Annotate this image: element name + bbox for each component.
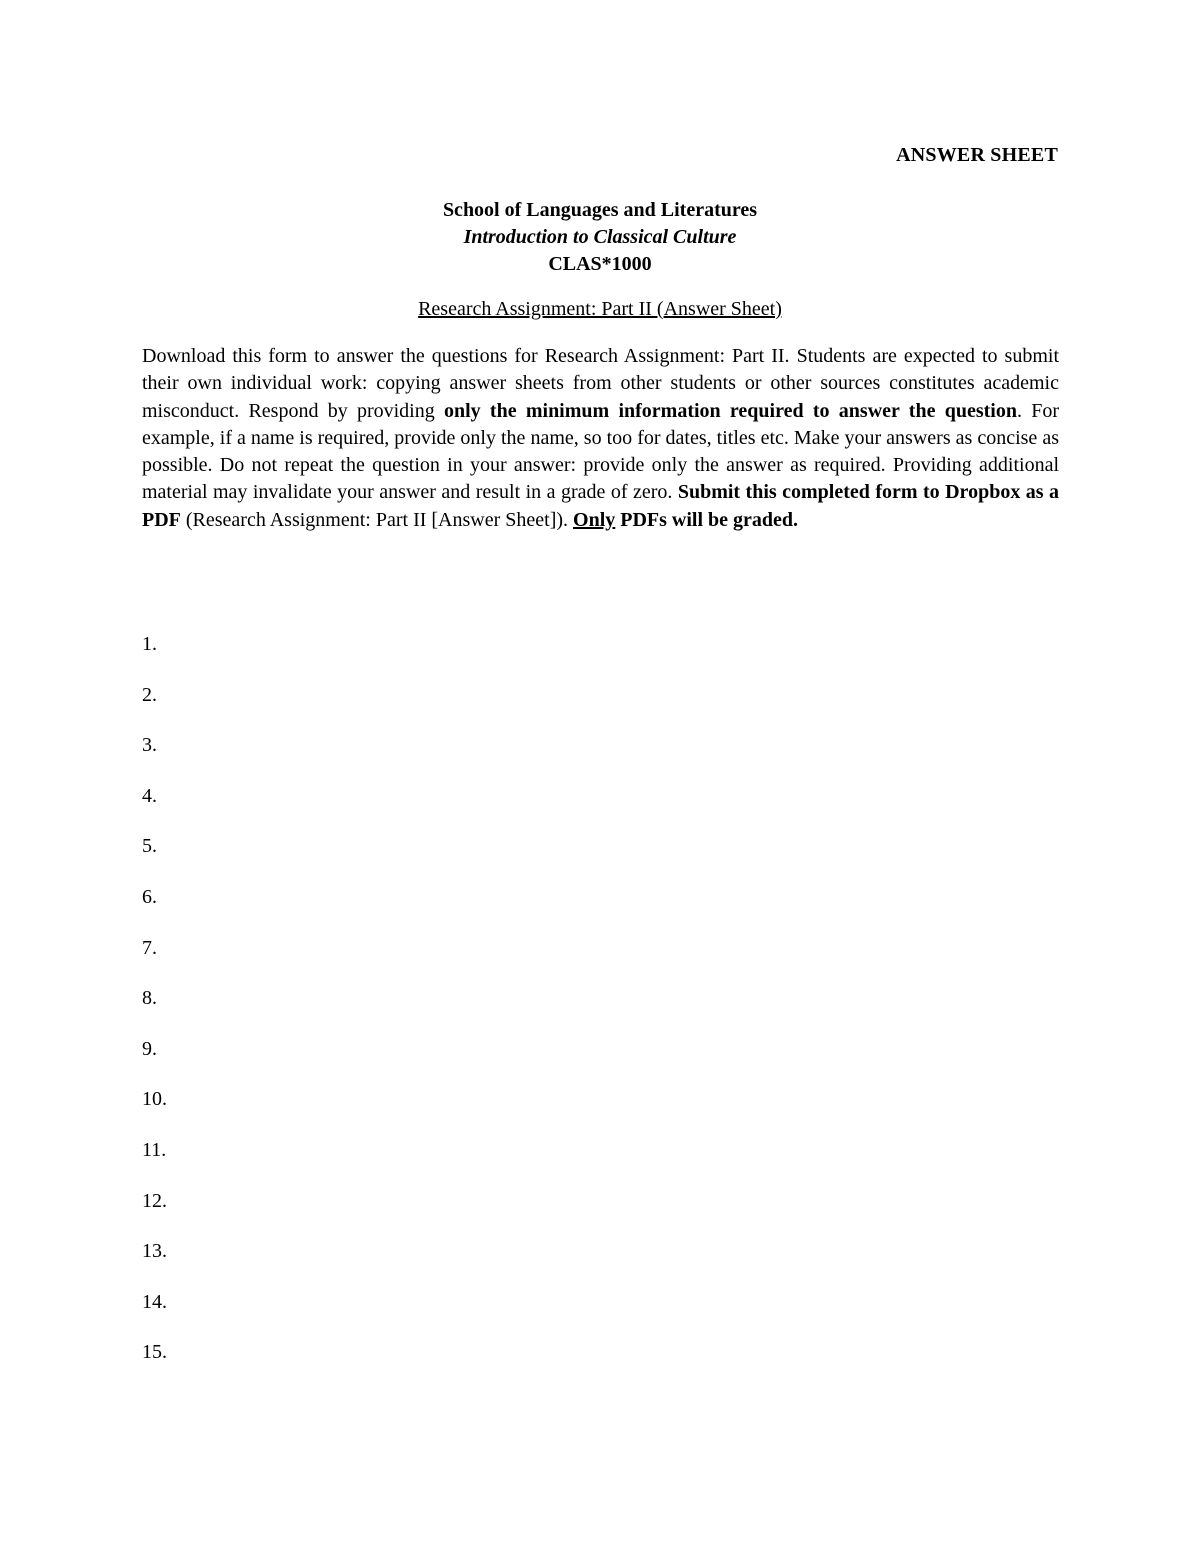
instructions-emphasis-2: Submit this completed form to Dropbox as a PDF (142, 481, 1060, 531)
answer-item-15: 15. (142, 1341, 167, 1364)
instructions-emphasis-only: Only (573, 508, 616, 531)
course-title: Introduction to Classical Culture (463, 226, 737, 248)
answer-item-8: 8. (142, 987, 157, 1010)
answer-item-3: 3. (142, 734, 157, 757)
answer-list (142, 631, 167, 1390)
instructions-paragraph (142, 343, 1059, 534)
answer-item-13: 13. (142, 1240, 167, 1263)
instructions-emphasis-3: PDFs will be graded. (615, 508, 799, 531)
answer-item-1: 1. (142, 633, 157, 655)
answer-item-4: 4. (142, 784, 157, 807)
instructions-text-1: Download this form to answer the questions for Research Assignment: Part II. Students are expected to submit their own individual work: copying answer sheets from other students or other sources constitutes academic misconduct. Respond by providing (142, 345, 1059, 422)
instructions-text-2: . For example, if a name is required, provide only the name, so too for dates, titles etc. Make your answers as concise as possible. Do not repeat the question in your answer: provide only the answer as required. Providing additional material may invalidate your answer and result in a grade of zero. (142, 399, 1059, 504)
answer-item-5: 5. (142, 835, 157, 858)
school-name: School of Languages and Literatures (442, 199, 758, 221)
answer-item-14: 14. (142, 1290, 167, 1313)
answer-item-6: 6. (142, 885, 157, 908)
answer-item-7: 7. (142, 936, 157, 959)
document-header (0, 197, 1200, 278)
instructions-text-3: (Research Assignment: Part II [Answer Sheet]). (180, 508, 574, 531)
answer-item-11: 11. (142, 1138, 167, 1161)
answer-item-12: 12. (142, 1189, 167, 1212)
answer-item-9: 9. (142, 1037, 157, 1060)
answer-item-10: 10. (142, 1088, 167, 1111)
instructions-emphasis-1: only the minimum information required to answer the question (444, 399, 1017, 422)
assignment-title: Research Assignment: Part II (Answer Sheet) (418, 298, 782, 320)
answer-sheet-label: ANSWER SHEET (896, 144, 1058, 166)
answer-item-2: 2. (142, 683, 157, 706)
course-code: CLAS*1000 (548, 253, 652, 275)
